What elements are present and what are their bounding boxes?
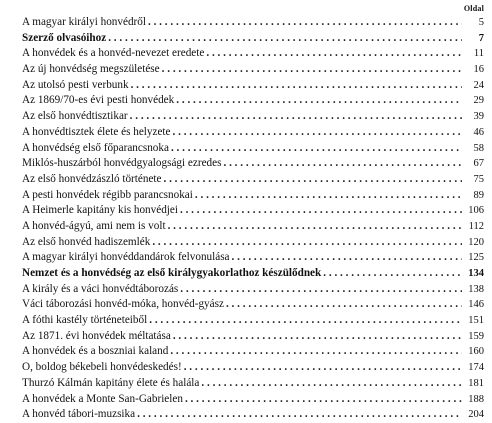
- dot-leader: [171, 141, 462, 157]
- toc-entry-page-number: 181: [468, 377, 484, 389]
- toc-entry-page-number: 138: [468, 283, 484, 295]
- toc-entry-title: Az 1871. évi honvédek méltatása: [22, 329, 171, 342]
- toc-entry: [22, 109, 484, 125]
- toc-entry: [22, 266, 484, 282]
- toc-entry-title: Az utolsó pesti verbunk: [22, 78, 129, 91]
- dot-leader: [130, 109, 462, 125]
- toc-entry-title: A honvédek a Monte San-Gabrielen: [22, 392, 183, 405]
- toc-list: [22, 15, 484, 423]
- dot-leader: [223, 156, 462, 172]
- page-column-header: Oldal: [463, 4, 484, 13]
- dot-leader: [201, 376, 462, 392]
- dot-leader: [137, 407, 462, 423]
- toc-entry-title: A Heimerle kapitány kis honvédjei: [22, 204, 178, 217]
- toc-entry-title: A fóthi kastély történeteiből: [22, 314, 148, 327]
- toc-entry: [22, 93, 484, 109]
- dot-leader: [206, 46, 462, 62]
- toc-entry-title: A magyar királyi honvéddandárok felvonulása: [22, 251, 230, 264]
- toc-entry-title: Miklós-huszárból honvédgyalogsági ezredes: [22, 157, 222, 170]
- dot-leader: [184, 360, 462, 376]
- toc-entry-page-number: 7: [478, 32, 484, 44]
- toc-entry-page-number: 75: [473, 173, 484, 185]
- dot-leader: [226, 297, 462, 313]
- toc-entry-page-number: 11: [473, 48, 484, 60]
- toc-entry-page-number: 174: [468, 362, 484, 374]
- toc-entry-page-number: 134: [468, 268, 484, 279]
- toc-entry: [22, 282, 484, 298]
- toc-entry: [22, 141, 484, 157]
- dot-leader: [323, 266, 462, 282]
- toc-entry-title: Thurzó Kálmán kapitány élete és halála: [22, 376, 200, 389]
- toc-entry: [22, 376, 484, 392]
- toc-entry: [22, 219, 484, 235]
- toc-entry: [22, 360, 484, 376]
- toc-entry-title: Váci táborozási honvéd-móka, honvéd-gyász: [22, 298, 224, 311]
- toc-entry-title: A honvéd-ágyú, ami nem is volt: [22, 219, 166, 232]
- toc-entry: [22, 313, 484, 329]
- dot-leader: [149, 313, 462, 329]
- toc-entry: [22, 188, 484, 204]
- toc-entry-page-number: 16: [473, 64, 484, 76]
- toc-entry-page-number: 125: [468, 252, 484, 264]
- dot-leader: [185, 392, 462, 408]
- toc-entry-page-number: 159: [468, 330, 484, 342]
- toc-entry-title: A honvédtisztek élete és helyzete: [22, 125, 171, 138]
- toc-entry-page-number: 89: [473, 189, 484, 201]
- toc-entry-title: O, boldog békebeli honvédeskedés!: [22, 361, 182, 374]
- toc-entry-page-number: 46: [473, 126, 484, 138]
- toc-entry: [22, 62, 484, 78]
- toc-entry-title: A király és a váci honvédtáborozás: [22, 282, 179, 295]
- dot-leader: [232, 250, 462, 266]
- toc-entry-page-number: 112: [468, 220, 484, 232]
- toc-entry: [22, 156, 484, 172]
- toc-entry-page-number: 120: [468, 236, 484, 248]
- toc-entry: [22, 235, 484, 251]
- toc-entry: [22, 78, 484, 94]
- toc-entry-title: Az első honvéd hadiszemlék: [22, 235, 151, 248]
- toc-entry-title: Szerző olvasóihoz: [22, 31, 107, 44]
- toc-entry-title: Az új honvédség megszületése: [22, 63, 160, 76]
- toc-entry: [22, 125, 484, 141]
- toc-entry-page-number: 151: [468, 315, 484, 327]
- dot-leader: [180, 203, 462, 219]
- dot-leader: [168, 219, 462, 235]
- toc-entry: [22, 297, 484, 313]
- toc-entry: [22, 172, 484, 188]
- toc-entry-title: A honvédség első főparancsnoka: [22, 141, 169, 154]
- dot-leader: [176, 93, 462, 109]
- dot-leader: [163, 172, 462, 188]
- toc-entry-title: A pesti honvédek régibb parancsnokai: [22, 188, 193, 201]
- toc-entry: [22, 344, 484, 360]
- toc-entry: [22, 15, 484, 31]
- dot-leader: [173, 125, 463, 141]
- toc-entry: [22, 329, 484, 345]
- toc-entry-title: Az első honvédzászló története: [22, 172, 162, 185]
- toc-entry-page-number: 29: [473, 95, 484, 107]
- toc-entry: [22, 250, 484, 266]
- toc-entry-title: Nemzet és a honvédség az első királygyakorlathoz készülődnek: [22, 267, 322, 279]
- toc-entry-page-number: 24: [473, 79, 484, 91]
- toc-entry-page-number: 204: [468, 409, 484, 421]
- toc-entry-page-number: 160: [468, 346, 484, 358]
- toc-entry-page-number: 58: [473, 142, 484, 154]
- toc-entry-page-number: 146: [468, 299, 484, 311]
- toc-entry-title: A honvédek és a honvéd-nevezet eredete: [22, 47, 205, 60]
- dot-leader: [131, 78, 462, 94]
- toc-entry-title: A honvédek és a boszniai kaland: [22, 345, 169, 358]
- dot-leader: [173, 329, 462, 345]
- toc-entry-page-number: 106: [468, 205, 484, 217]
- dot-leader: [180, 282, 462, 298]
- toc-entry: [22, 203, 484, 219]
- dot-leader: [108, 31, 462, 47]
- toc-entry: [22, 407, 484, 423]
- toc-entry-page-number: 188: [468, 393, 484, 405]
- toc-entry: [22, 31, 484, 47]
- toc-entry-page-number: 67: [473, 158, 484, 170]
- dot-leader: [170, 344, 462, 360]
- toc-entry: [22, 46, 484, 62]
- dot-leader: [162, 62, 462, 78]
- toc-entry-title: A magyar királyi honvédről: [22, 16, 146, 28]
- toc-entry: [22, 392, 484, 408]
- dot-leader: [148, 15, 462, 31]
- dot-leader: [152, 235, 462, 251]
- toc-entry-title: Az első honvédtisztikar: [22, 110, 128, 123]
- dot-leader: [195, 188, 462, 204]
- toc-entry-title: Az 1869/70-es évi pesti honvédek: [22, 94, 175, 107]
- toc-entry-title: A honvéd tábori-muzsika: [22, 408, 136, 421]
- toc-entry-page-number: 5: [478, 17, 484, 28]
- toc-entry-page-number: 39: [473, 111, 484, 123]
